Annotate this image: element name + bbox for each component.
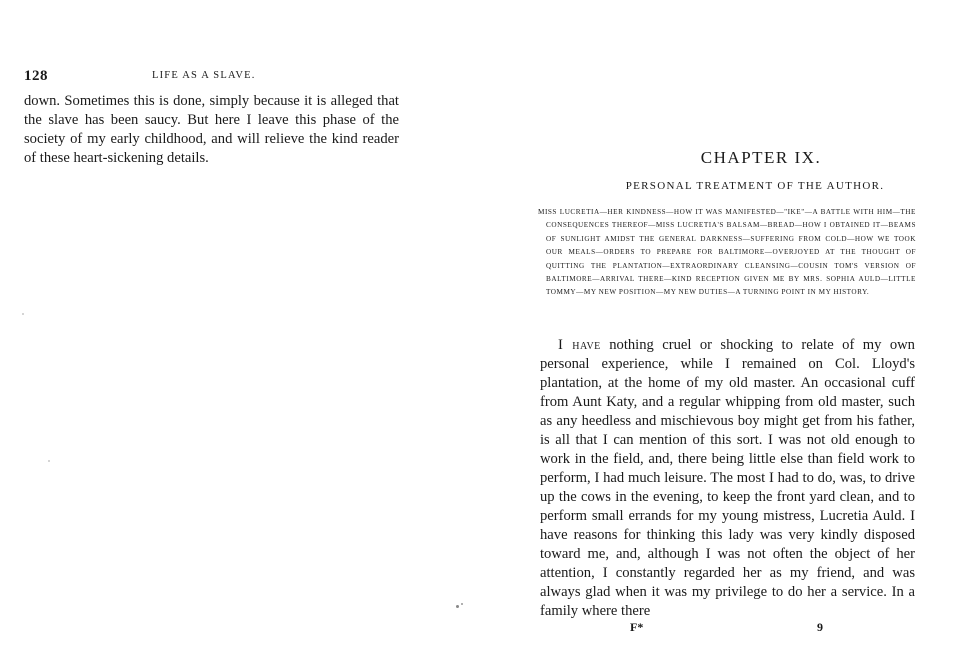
synopsis-text: MISS LUCRETIA—HER KINDNESS—HOW IT WAS MANIFESTED—"IKE"—A BATTLE WITH HIM—THE CONSEQUENCES THEREOF—MISS LUCRETIA'S BALSAM—BREAD—HOW I OBTAINED IT—BEAMS OF SUNLIGHT AMIDST THE GENERAL DARKNESS—SUFFERING FROM COLD—HOW WE TOOK OUR MEALS—ORDERS TO PREPARE FOR BALTIMORE—OVERJOYED AT THE THOUGHT OF QUITTING THE PLANTATION—EXTRAORDINARY CLEANSING—COUSIN TOM'S VERSION OF BALTIMORE—ARRIVAL THERE—KIND RECEPTION GIVEN ME BY MRS. SOPHIA AULD—LITTLE TOMMY—MY NEW POSITION—MY NEW DUTIES—A TURNING POINT IN MY HISTORY. — [538, 208, 916, 297]
body-text: nothing cruel or shocking to relate of my own personal experience, while I remained on Col. Lloyd's plantation, at the home of my old master. An occasional cuff from Aunt Katy, and a regular whipping from old master, such as any heedless and mischievous boy might get from his father, is all that I can mention of this sort. I was not old enough to work in the field, and, there being little else than field work to perform, I had much leisure. The most I had to do, was, to drive up the cows in the evening, to keep the front yard clean, and to perform small errands for my young mistress, Lucretia Auld. I have reasons for thinking this lady was very kindly disposed toward me, and, although I was not often the object of her attention, I constantly regarded her as my friend, and was always glad when it was my privilege to do her a service. In a family where there — [540, 337, 915, 619]
left-paragraph: down. Sometimes this is done, simply because it is alleged that the slave has been saucy. But here I leave this phase of the society of my early childhood, and will relieve the kind reader of these heart-sickening details. — [24, 93, 399, 166]
scan-speck — [456, 605, 459, 608]
left-page-text — [24, 92, 399, 168]
running-title: LIFE AS A SLAVE. — [152, 70, 256, 81]
running-head — [24, 68, 404, 84]
chapter-body — [540, 336, 915, 621]
page-number-left: 128 — [24, 68, 48, 84]
scan-speck — [461, 603, 463, 605]
chapter-subtitle: PERSONAL TREATMENT OF THE AUTHOR. — [625, 180, 885, 192]
signature-mark: F* — [630, 620, 644, 634]
scan-speck — [22, 313, 24, 315]
chapter-title: CHAPTER IX. — [700, 148, 822, 167]
right-page — [520, 0, 980, 668]
left-page — [0, 0, 470, 668]
page-footer — [540, 620, 915, 636]
body-paragraph — [540, 336, 915, 621]
opening-word: I have — [558, 337, 601, 353]
chapter-synopsis — [538, 206, 916, 300]
page-number-right: 9 — [817, 620, 823, 634]
scan-speck — [48, 460, 50, 462]
